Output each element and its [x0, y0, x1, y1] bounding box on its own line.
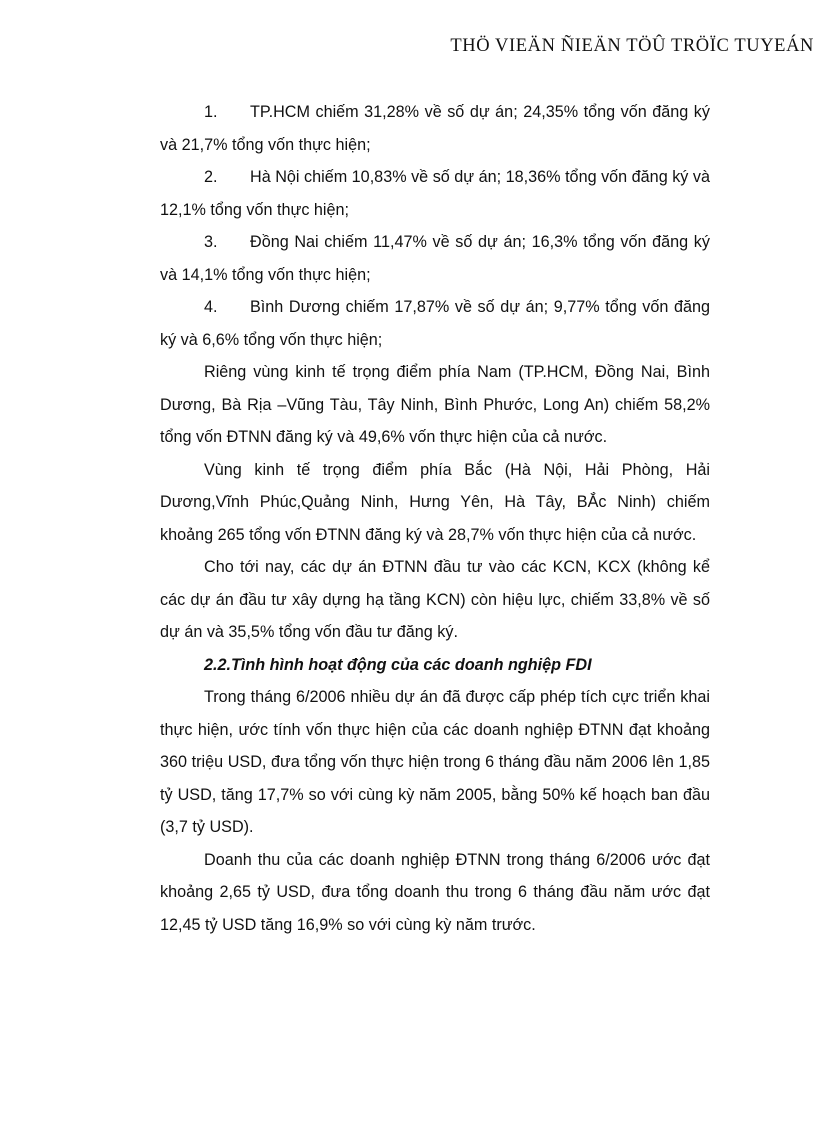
section-heading: 2.2.Tình hình hoạt động của các doanh nghiệp FDI [204, 655, 592, 674]
list-item-text: Bình Dương chiếm 17,87% về số dự án; 9,77% tổng vốn đăng ký và 6,6% tổng vốn thực hiện; [160, 298, 710, 349]
paragraph-revenue: Doanh thu của các doanh nghiệp ĐTNN trong tháng 6/2006 ước đạt khoảng 2,65 tỷ USD, đưa tổng doanh thu trong 6 tháng đầu năm ước đạt 12,45 tỷ USD tăng 16,9% so với cùng kỳ năm trước. [160, 850, 710, 934]
list-item [160, 161, 710, 226]
document-body [160, 96, 710, 941]
list-number: 4. [204, 298, 218, 316]
list-number: 3. [204, 233, 218, 251]
list-item-text: TP.HCM chiếm 31,28% về số dự án; 24,35% tổng vốn đăng ký và 21,7% tổng vốn thực hiện; [160, 103, 710, 154]
page-header: THÖ VIEÄN ÑIEÄN TÖÛ TRÖÏC TUYEÁN [450, 36, 814, 56]
paragraph-northern-region: Vùng kinh tế trọng điểm phía Bắc (Hà Nội, Hải Phòng, Hải Dương,Vĩnh Phúc,Quảng Ninh, Hưng Yên, Hà Tây, BẮc Ninh) chiếm khoảng 265 tổng vốn ĐTNN đăng ký và 28,7% vốn thực hiện của cả nước. [160, 460, 710, 544]
list-item [160, 96, 710, 161]
paragraph-industrial-zones: Cho tới nay, các dự án ĐTNN đầu tư vào các KCN, KCX (không kể các dự án đầu tư xây dựng hạ tầng KCN) còn hiệu lực, chiếm 33,8% về số dự án và 35,5% tổng vốn đầu tư đăng ký. [160, 558, 710, 641]
paragraph-capital: Trong tháng 6/2006 nhiều dự án đã được cấp phép tích cực triển khai thực hiện, ước tính vốn thực hiện của các doanh nghiệp ĐTNN đạt khoảng 360 triệu USD, đưa tổng vốn thực hiện trong 6 tháng đầu năm 2006 lên 1,85 tỷ USD, tăng 17,7% so với cùng kỳ năm 2005, bằng 50% kế hoạch ban đầu (3,7 tỷ USD). [160, 688, 710, 836]
list-item-text: Đồng Nai chiếm 11,47% về số dự án; 16,3% tổng vốn đăng ký và 14,1% tổng vốn thực hiện; [160, 233, 710, 284]
paragraph-southern-region: Riêng vùng kinh tế trọng điểm phía Nam (TP.HCM, Đồng Nai, Bình Dương, Bà Rịa –Vũng Tàu, Tây Ninh, Bình Phước, Long An) chiếm 58,2% tổng vốn ĐTNN đăng ký và 49,6% vốn thực hiện của cả nước. [160, 363, 710, 446]
list-number: 2. [204, 168, 218, 186]
list-item [160, 291, 710, 356]
list-item-text: Hà Nội chiếm 10,83% về số dự án; 18,36% tổng vốn đăng ký và 12,1% tổng vốn thực hiện; [160, 168, 710, 219]
list-item [160, 226, 710, 291]
list-number: 1. [204, 103, 218, 121]
